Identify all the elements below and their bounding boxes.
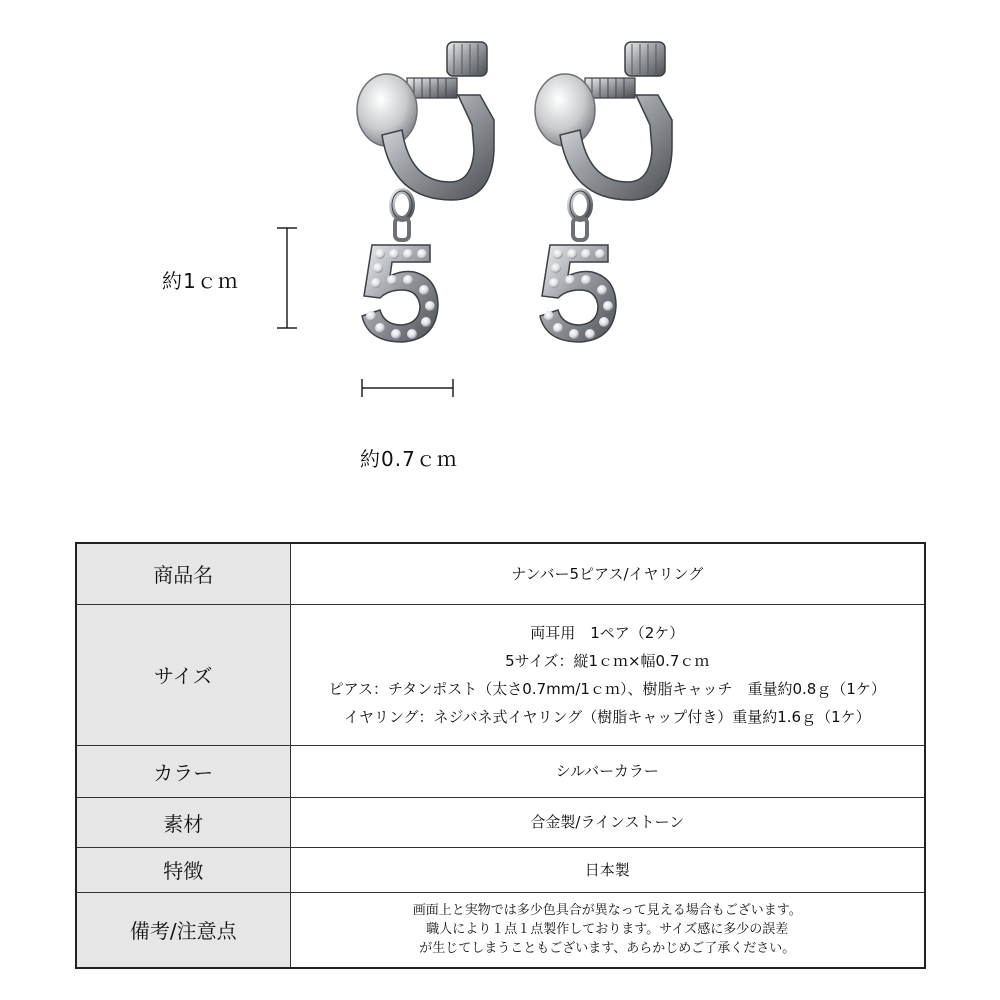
spec-key: カラー: [76, 745, 290, 797]
width-dimension-line: [362, 379, 453, 397]
spec-row-features: [76, 847, 925, 892]
spec-value: [290, 847, 925, 892]
spec-key: 素材: [76, 797, 290, 847]
spec-value-line: ピアス：チタンポスト（太さ0.7mm/1ｃｍ）、樹脂キャッチ 重量約0.8ｇ（1ケ）: [328, 679, 886, 698]
spec-key: 特徴: [76, 847, 290, 892]
spec-row-notes: [76, 892, 925, 968]
spec-value-line: 5サイズ：縦1ｃｍ×幅0.7ｃｍ: [505, 651, 710, 670]
spec-value-line: 合金製/ラインストーン: [530, 813, 685, 831]
spec-row-material: [76, 797, 925, 847]
spec-value-line: 職人により１点１点製作しております。サイズ感に多少の誤差: [426, 922, 789, 938]
height-dimension-label: 約1ｃｍ: [162, 269, 239, 293]
spec-key: 商品名: [76, 543, 290, 604]
earring-left: [357, 42, 494, 342]
spec-value-line: ナンバー5ピアス/イヤリング: [511, 564, 704, 583]
spec-row-size: [76, 604, 925, 745]
spec-value-line: 日本製: [584, 860, 630, 879]
height-dimension-line: [277, 228, 297, 328]
earring-right: [535, 42, 672, 342]
spec-table: [75, 542, 926, 969]
spec-value: [290, 745, 925, 797]
spec-row-color: [76, 745, 925, 797]
spec-value-line: が生じてしまうこともございます、あらかじめご了承ください。: [419, 941, 796, 957]
spec-value-line: イヤリング：ネジバネ式イヤリング（樹脂キャップ付き）重量約1.6ｇ（1ケ）: [343, 707, 871, 726]
spec-value-line: 両耳用 1ペア（2ケ）: [530, 623, 685, 642]
spec-value-line: シルバーカラー: [555, 762, 659, 780]
width-dimension-label: 約0.7ｃｍ: [360, 447, 458, 471]
spec-key: 備考/注意点: [76, 892, 290, 968]
spec-row-product-name: [76, 543, 925, 604]
spec-value: [290, 797, 925, 847]
spec-key: サイズ: [76, 604, 290, 745]
spec-value: [290, 892, 925, 968]
spec-value-line: 画面上と実物では多少色具合が異なって見える場合もございます。: [412, 903, 802, 919]
spec-value: [290, 604, 925, 745]
spec-value: [290, 543, 925, 604]
